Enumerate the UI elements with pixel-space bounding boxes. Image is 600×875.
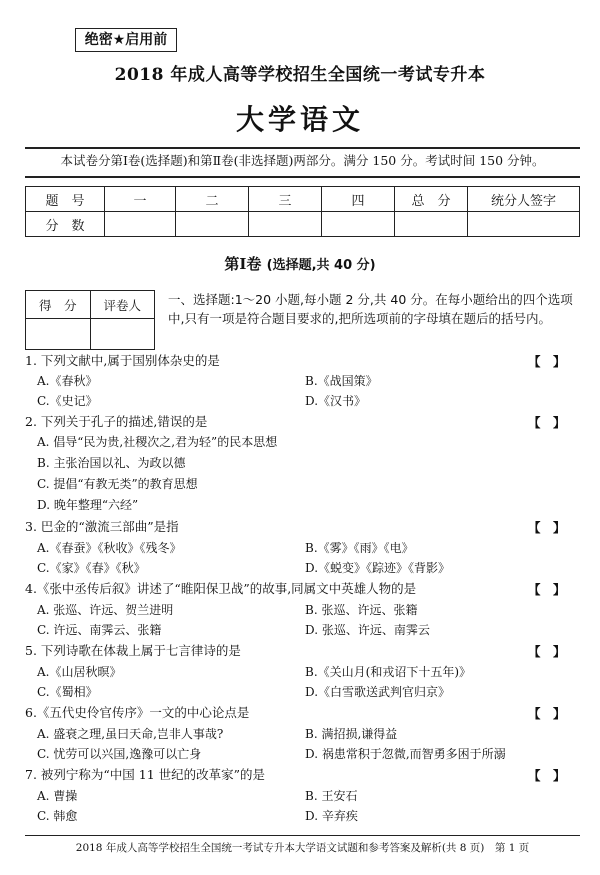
score-table-cell: 统分人签字: [468, 187, 580, 212]
confidential-label: 绝密★启用前: [75, 28, 177, 52]
answer-bracket[interactable]: 【 】: [528, 354, 566, 369]
score-table-cell: 二: [176, 187, 249, 212]
exam-title: 2018 年成人高等学校招生全国统一考试专升本: [114, 65, 486, 85]
footer-divider: [25, 835, 580, 836]
score-table-cell: 四: [322, 187, 395, 212]
score-table: [25, 186, 580, 237]
section-instruction: 一、选择题:1～20 小题,每小题 2 分,共 40 分。在每小题给出的四个选项中,只有一项是符合题目要求的,把所选项前的字母填在题后的括号内。: [168, 292, 573, 326]
question-4-stem: 4.《张中丞传后叙》讲述了“睢阳保卫战”的故事,同属文中英雄人物的是: [25, 581, 417, 596]
score-cell-4[interactable]: [322, 212, 395, 237]
score-row-label: 分 数: [26, 212, 105, 237]
answer-bracket[interactable]: 【 】: [528, 644, 566, 659]
score-cell-total[interactable]: [395, 212, 468, 237]
question-1-stem: 1. 下列文献中,属于国别体杂史的是: [25, 353, 220, 368]
answer-bracket[interactable]: 【 】: [528, 520, 566, 535]
score-table-header-row: [26, 187, 580, 212]
score-table-score-row: [26, 212, 580, 237]
grader-score-cell[interactable]: [26, 319, 91, 350]
answer-bracket[interactable]: 【 】: [528, 582, 566, 597]
question-2-option-a[interactable]: A. 倡导“民为贵,社稷次之,君为轻”的民本思想: [37, 435, 278, 449]
question-5-option-d[interactable]: D.《白雪歌送武判官归京》: [305, 685, 451, 699]
divider: [25, 176, 580, 178]
question-1-option-a[interactable]: A.《春秋》: [37, 374, 98, 388]
page-footer: 2018 年成人高等学校招生全国统一考试专升本大学语文试题和参考答案及解析(共 8 页) 第 1 页: [75, 842, 530, 854]
question-3-option-c[interactable]: C.《家》《春》《秋》: [37, 561, 146, 575]
score-table-cell: 三: [249, 187, 322, 212]
question-7-option-c[interactable]: C. 韩愈: [37, 809, 78, 823]
answer-bracket[interactable]: 【 】: [528, 768, 566, 783]
question-3-option-a[interactable]: A.《春蚕》《秋收》《残冬》: [37, 541, 182, 555]
question-5-option-c[interactable]: C.《蜀相》: [37, 685, 98, 699]
score-cell-signature[interactable]: [468, 212, 580, 237]
divider: [25, 147, 580, 149]
exam-notice: 本试卷分第Ⅰ卷(选择题)和第Ⅱ卷(非选择题)两部分。满分 150 分。考试时间 150 分钟。: [60, 153, 545, 168]
grader-name-cell[interactable]: [90, 319, 155, 350]
question-5-stem: 5. 下列诗歌在体裁上属于七言律诗的是: [25, 643, 241, 658]
question-1-option-b[interactable]: B.《战国策》: [305, 374, 378, 388]
score-table-cell: 总 分: [395, 187, 468, 212]
question-4-option-b[interactable]: B. 张巡、许远、张籍: [305, 603, 418, 617]
question-6-option-c[interactable]: C. 忧劳可以兴国,逸豫可以亡身: [37, 747, 202, 761]
question-5-option-b[interactable]: B.《关山月(和戎诏下十五年)》: [305, 665, 471, 679]
grader-name-label: 评卷人: [90, 291, 155, 319]
question-3-option-b[interactable]: B.《雾》《雨》《电》: [305, 541, 414, 555]
question-4-option-d[interactable]: D. 张巡、许远、南霁云: [305, 623, 430, 637]
part-title-sub: (选择题,共 40 分): [266, 258, 376, 273]
score-table-cell: 题 号: [26, 187, 105, 212]
score-cell-1[interactable]: [105, 212, 176, 237]
answer-bracket[interactable]: 【 】: [528, 706, 566, 721]
subject-title: 大学语文: [235, 103, 364, 136]
question-2-stem: 2. 下列关于孔子的描述,错误的是: [25, 414, 208, 429]
score-table-cell: 一: [105, 187, 176, 212]
grader-table: [25, 290, 155, 350]
question-2-option-d[interactable]: D. 晚年整理“六经”: [37, 498, 139, 512]
question-1-option-c[interactable]: C.《史记》: [37, 394, 98, 408]
question-6-option-a[interactable]: A. 盛衰之理,虽曰天命,岂非人事哉?: [37, 727, 224, 741]
score-cell-3[interactable]: [249, 212, 322, 237]
question-7-option-d[interactable]: D. 辛弃疾: [305, 809, 358, 823]
question-6-option-b[interactable]: B. 满招损,谦得益: [305, 727, 398, 741]
part-title: [0, 253, 600, 274]
question-6-stem: 6.《五代史伶官传序》一文的中心论点是: [25, 705, 250, 720]
question-6-option-d[interactable]: D. 祸患常积于忽微,而智勇多困于所溺: [305, 747, 506, 761]
question-4-option-c[interactable]: C. 许远、南霁云、张籍: [37, 623, 162, 637]
question-2-option-c[interactable]: C. 提倡“有教无类”的教育思想: [37, 477, 198, 491]
question-5-option-a[interactable]: A.《山居秋暝》: [37, 665, 122, 679]
score-cell-2[interactable]: [176, 212, 249, 237]
answer-bracket[interactable]: 【 】: [528, 415, 566, 430]
question-7-option-a[interactable]: A. 曹操: [37, 789, 78, 803]
question-7-stem: 7. 被列宁称为“中国 11 世纪的改革家”的是: [25, 767, 266, 782]
question-4-option-a[interactable]: A. 张巡、许远、贺兰进明: [37, 603, 174, 617]
question-7-option-b[interactable]: B. 王安石: [305, 789, 358, 803]
question-2-option-b[interactable]: B. 主张治国以礼、为政以德: [37, 456, 186, 470]
part-title-main: 第Ⅰ卷: [224, 255, 262, 273]
question-3-stem: 3. 巴金的“激流三部曲”是指: [25, 519, 179, 534]
question-3-option-d[interactable]: D.《蜕变》《踪迹》《背影》: [305, 561, 451, 575]
question-1-option-d[interactable]: D.《汉书》: [305, 394, 367, 408]
grader-score-label: 得 分: [26, 291, 91, 319]
